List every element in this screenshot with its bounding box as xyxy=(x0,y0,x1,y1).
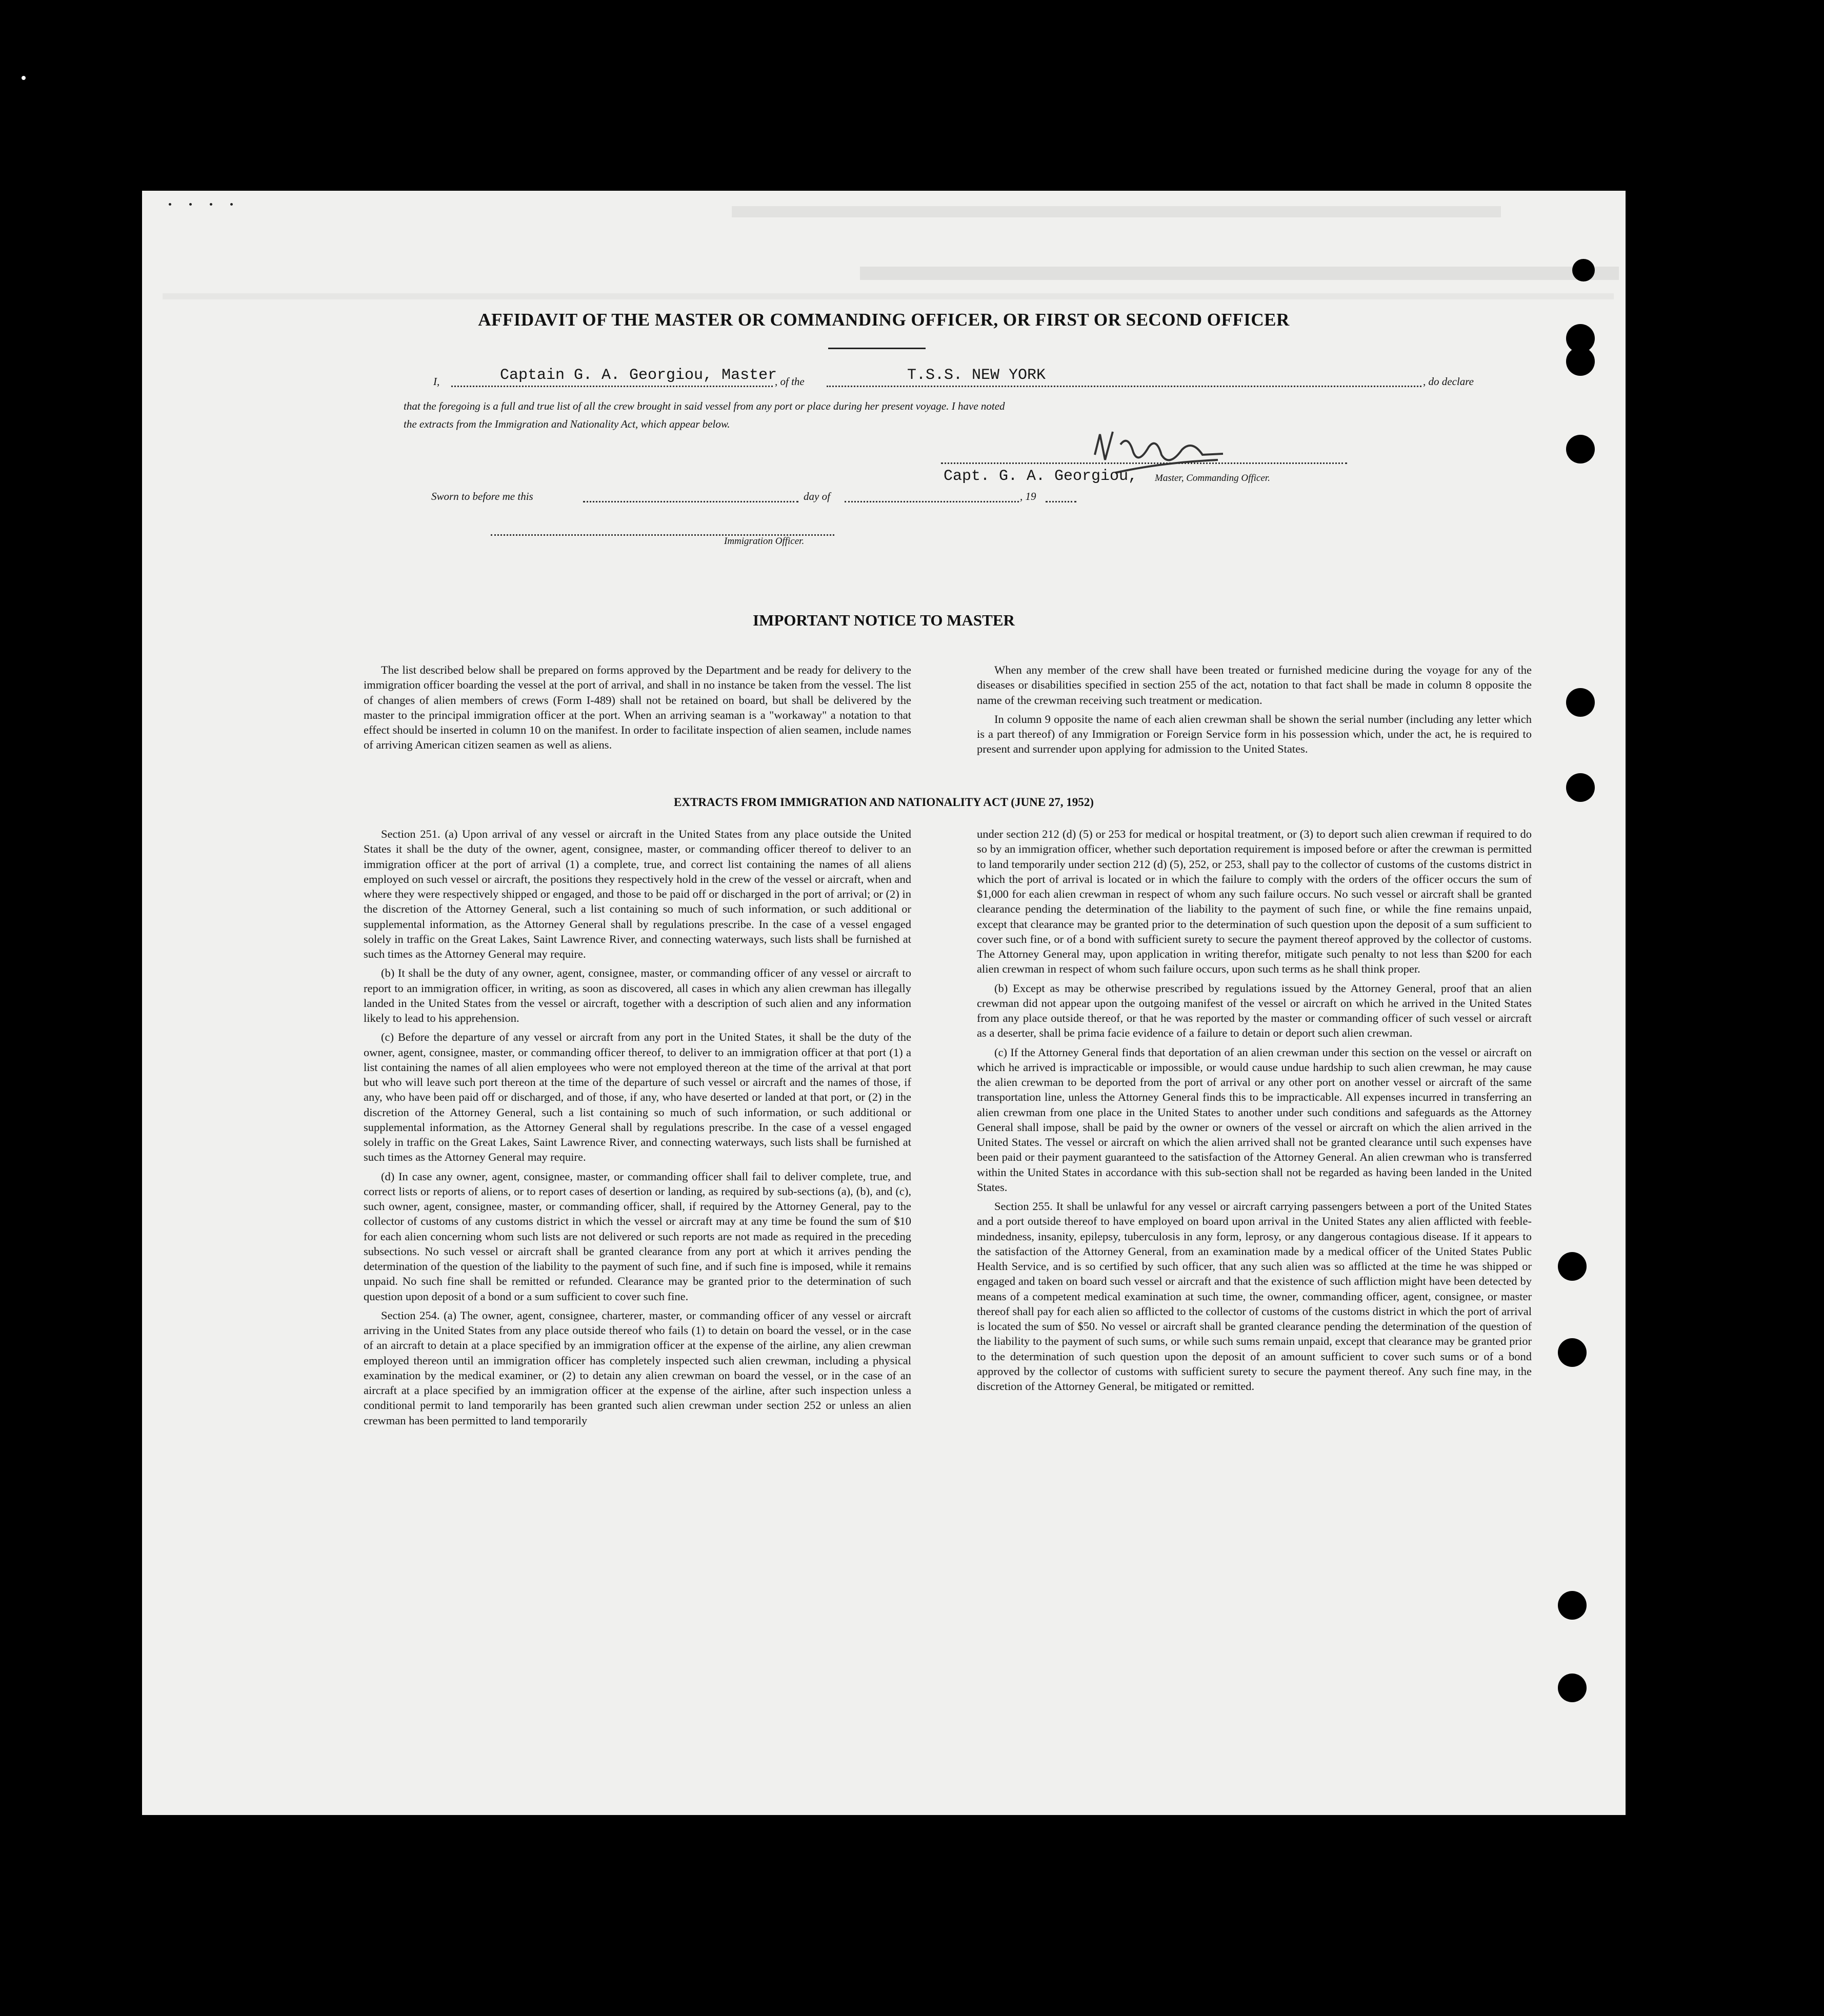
signature-typed: Capt. G. A. Georgiou, xyxy=(944,468,1138,485)
declaration-line-3: the extracts from the Immigration and Nationality Act, which appear below. xyxy=(404,418,730,430)
punch-hole xyxy=(1566,347,1595,376)
vessel-name: T.S.S. NEW YORK xyxy=(907,367,1046,384)
extract-paragraph: Section 255. It shall be unlawful for any vessel or aircraft carrying passengers between a port of the United States and a port outside thereof to have employed on board upon arrival in the United States any alien afflicted with feeble-mindedness, insanity, epilepsy, tuberculosis in any form, leprosy, or any dangerous contagious disease. If it appears to the satisfaction of the Attorney General, from an examination made by a medical officer of the United States Public Health Service, and is so certified by such officer, that any such alien was so afflicted at the time he was shipped or engaged and taken on board such vessel or aircraft and that the existence of such affliction might have been detected by means of a competent medical examination at such time, the owner, commanding officer, agent, consignee, or master thereof shall pay for each alien so afflicted to the collector of customs of the customs district in which the port of arrival is located the sum of $50. No vessel or aircraft shall be granted clearance pending the determination of the question of the liability to the payment of such sums, or while such sums remain unpaid, except that clearance may be granted prior to the determination of such question upon the deposit of an amount sufficient to cover such sums or of a bond approved by the collector of customs with sufficient surety to secure the payment thereof. Any such fine may, in the discretion of the Attorney General, be mitigated or remitted. xyxy=(977,1200,1532,1393)
notice-paragraph: In column 9 opposite the name of each alien crewman shall be shown the serial number (including any letter which is a part thereof) of any Immigration or Foreign Service form in his possession which, under the act, he is required to present and surrender upon applying for admission to the United States. xyxy=(977,712,1532,756)
punch-hole xyxy=(1558,1338,1587,1367)
notice-title: IMPORTANT NOTICE TO MASTER xyxy=(753,611,1015,629)
notice-paragraph: When any member of the crew shall have been treated or furnished medicine during the voyage for any of the diseases or disabilities specified in section 255 of the act, notation to that fact shall be made in column 8 opposite the name of the crewman receiving such treatment or medication. xyxy=(977,663,1532,707)
extract-paragraph: Section 251. (a) Upon arrival of any vessel or aircraft in the United States from any place outside the United States it shall be the duty of the owner, agent, consignee, master, or commanding officer thereof to deliver to an immigration officer at the port of arrival (1) a complete, true, and correct list containing the names of all aliens employed on such vessel or aircraft, the positions they respectively hold in the crew of the vessel or aircraft, when and where they were respectively shipped or engaged, and those to be paid off or discharged in the port of arrival; or (2) in the discretion of the Attorney General, such a list containing so much of such information, or such additional or supplemental information, as the Attorney General shall by regulations prescribe. In the case of a vessel engaged solely in traffic on the Great Lakes, Saint Lawrence River, and connecting waterways, such lists shall be furnished at such times as the Attorney General may require. xyxy=(364,828,911,960)
signature-role: Master, Commanding Officer. xyxy=(1155,473,1270,483)
bleed-through-mark xyxy=(163,293,1614,299)
document-page xyxy=(142,191,1626,1815)
day-of-label: day of xyxy=(804,490,830,502)
do-declare-label: , do declare xyxy=(1423,375,1474,388)
notice-right-column xyxy=(977,662,1532,761)
extract-paragraph: (b) It shall be the duty of any owner, agent, consignee, master, or commanding officer of any vessel or aircraft to report to an immigration officer, in writing, as soon as discovered, all cases in which any alien crewman has illegally landed in the United States from the vessel or aircraft, together with a description of such alien and any information likely to lead to his apprehension. xyxy=(364,966,911,1024)
notice-paragraph: The list described below shall be prepared on forms approved by the Department and be ready for delivery to the immigration officer boarding the vessel at the port of arrival, and shall in no instance be taken from the vessel. The list of changes of alien members of crews (Form I-489) shall not be retained on board, but shall be delivered by the master to the principal immigration officer at the port. When an arriving seaman is a "workaway" a notation to that effect should be inserted in column 10 on the manifest. In order to facilitate inspection of alien seamen, include names of arriving American citizen seamen as well as aliens. xyxy=(364,663,911,752)
bleed-through-mark xyxy=(732,206,1501,217)
punch-hole xyxy=(1558,1674,1587,1702)
extract-paragraph: (c) If the Attorney General finds that deportation of an alien crewman under this section on the vessel or aircraft on which he arrived is impracticable or impossible, or would cause undue hardship to such alien crewman, he may cause the alien crewman to be deported from the port of arrival or any other port on another vessel or aircraft of the same transportation line, unless the Attorney General finds this to be impracticable. All expenses incurred in transferring an alien crewman from one place in the United States to another under such conditions and safeguards as the Attorney General shall impose, shall be paid by the owner or owners of the vessel or aircraft on which the alien arrived in the United States. The vessel or aircraft on which the alien arrived shall not be granted clearance until such expenses have been paid or their payment guaranteed to the satisfaction of the Attorney General. An alien crewman who is transferred within the United States in accordance with this sub-section shall not be regarded as having been landed in the United States. xyxy=(977,1045,1532,1194)
speck xyxy=(230,203,233,206)
officer-label: Immigration Officer. xyxy=(724,536,805,547)
sworn-month-field xyxy=(845,486,1019,502)
speck xyxy=(169,203,171,206)
speck xyxy=(189,203,192,206)
extracts-right-column xyxy=(977,826,1532,1398)
notice-left-column xyxy=(364,662,911,757)
sworn-year-field xyxy=(1046,486,1076,502)
punch-hole xyxy=(1572,259,1595,281)
speck xyxy=(210,203,212,206)
punch-hole xyxy=(1566,435,1595,463)
declaration-line-2: that the foregoing is a full and true list of all the crew brought in said vessel from any port or place during her present voyage. I have noted xyxy=(404,400,1005,412)
punch-hole xyxy=(1558,1252,1587,1281)
extracts-left-column xyxy=(364,826,911,1432)
punch-hole xyxy=(1558,1591,1587,1620)
master-name: Captain G. A. Georgiou, Master xyxy=(500,367,777,384)
film-speck xyxy=(22,76,26,80)
extracts-title: EXTRACTS FROM IMMIGRATION AND NATIONALITY ACT (JUNE 27, 1952) xyxy=(674,796,1094,809)
of-the-label: , of the xyxy=(775,375,805,388)
title-rule xyxy=(828,348,926,349)
year-prefix: , 19 xyxy=(1020,490,1036,502)
i-prefix: I, xyxy=(433,375,440,388)
extract-paragraph: under section 212 (d) (5) or 253 for medical or hospital treatment, or (3) to deport such alien crewman if required to do so by an immigration officer, whether such deportation requirement is imposed before or after the crewman is permitted to land temporarily under section 212 (d) (5), 252, or 253, shall pay to the collector of customs of the customs district in which the port of arrival is located or in which the failure to comply with the orders of the officer occurs the sum of $1,000 for each alien crewman in respect of whom any such failure occurs. No such vessel or aircraft shall be granted clearance pending the determination of the liability to the payment of such fine, or while the fine remains unpaid, except that clearance may be granted prior to the determination of such question upon the deposit of a sum sufficient to cover such fine, or of a bond with sufficient surety to secure the payment thereof approved by the collector of customs. The Attorney General may, upon application in writing therefor, mitigate such penalty to not less than $200 for each alien crewman in respect of whom such failure occurs, upon such terms as he shall think proper. xyxy=(977,828,1532,976)
sworn-day-field xyxy=(583,486,798,502)
extract-paragraph: (d) In case any owner, agent, consignee, master, or commanding officer shall fail to deliver complete, true, and correct lists or reports of aliens, or to report cases of desertion or landing, as required by sub-sections (a), (b), and (c), such owner, agent, consignee, master, or commanding officer, shall, if required by the Attorney General, pay to the collector of customs of any customs district in which the vessel or aircraft may at any time be found the sum of $10 for each alien concerning whom such lists are not delivered or such reports are not made as required in the preceding subsections. No such vessel or aircraft shall be granted clearance from any port at which it arrives pending the determination of the question of the liability to the payment of such fine, and if such fine is imposed, while it remains unpaid. No such fine shall be remitted or refunded. Clearance may be granted prior to the determination of such question upon deposit of a bond or a sum sufficient to cover such fine. xyxy=(364,1170,911,1303)
punch-hole xyxy=(1566,688,1595,717)
signature-line xyxy=(941,458,1347,464)
bleed-through-mark xyxy=(860,267,1619,280)
sworn-label: Sworn to before me this xyxy=(431,490,533,502)
officer-signature-line xyxy=(491,519,834,536)
extract-paragraph: (c) Before the departure of any vessel or aircraft from any port in the United States, it shall be the duty of the owner, agent, consignee, master, or commanding officer thereof, to deliver to an immigration officer at that port (1) a list containing the names of all alien employees who were not employed thereon at the time of the arrival at that port but who will leave such port thereon at the time of the departure of such vessel or aircraft and the names of those, if any, who have been paid off or discharged, and of those, if any, who have deserted or landed at that port, or (2) in the discretion of the Attorney General, such a list containing so much of such information, or such additional or supplemental information, as the Attorney General shall by regulations prescribe. In the case of a vessel engaged solely in traffic on the Great Lakes, Saint Lawrence River, and connecting waterways, such lists shall be furnished at such times as the Attorney General may require. xyxy=(364,1031,911,1164)
extract-paragraph: (b) Except as may be otherwise prescribed by regulations issued by the Attorney General, proof that an alien crewman did not appear upon the outgoing manifest of the vessel or aircraft on which he arrived in the United States from any place outside thereof, or that he was reported by the master or commanding officer of such vessel or aircraft as a deserter, shall be prima facie evidence of a failure to detain or deport such alien crewman. xyxy=(977,981,1532,1040)
extract-paragraph: Section 254. (a) The owner, agent, consignee, charterer, master, or commanding officer of any vessel or aircraft arriving in the United States from any place outside thereof who fails (1) to detain on board the vessel, or in the case of an aircraft to detain at a place specified by an immigration officer at the expense of the airline, any alien crewman employed thereon until an immigration officer has completely inspected such alien crewman, including a physical examination by the medical examiner, or (2) to detain any alien crewman on board the vessel, or in the case of an aircraft at a place specified by an immigration officer at the expense of the airline, after such inspection unless a conditional permit to land temporarily has been granted such alien crewman under section 252 or unless an alien crewman has been permitted to land temporarily xyxy=(364,1308,911,1427)
punch-hole xyxy=(1566,773,1595,802)
affidavit-title: AFFIDAVIT OF THE MASTER OR COMMANDING OFFICER, OR FIRST OR SECOND OFFICER xyxy=(478,310,1290,330)
